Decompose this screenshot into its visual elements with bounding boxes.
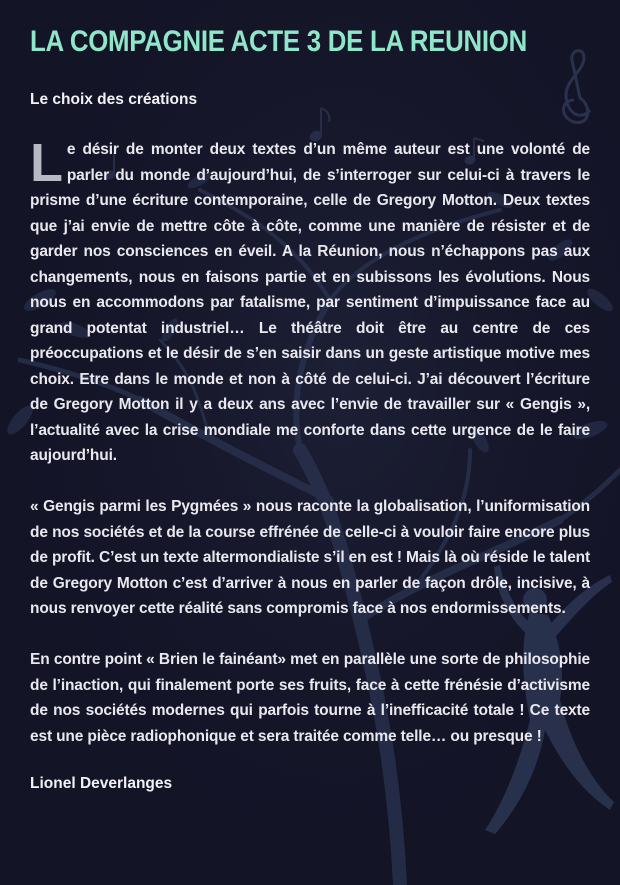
paragraph-1-text: e désir de monter deux textes d’un même auteur est une volonté de parler du monde d’aujourd’hui, de s’interroger sur celui-ci à travers le prisme d’une écriture contemporaine, celle de Gregory Motton. Deux textes que j’ai envie de mettre côte à côte, comme une manière de résister et de garder nos consciences en éveil. A la Réunion, nous n’échappons pas aux changements, nous en faisons partie et en subissons les évolutions. Nous nous en accommodons par fatalisme, par sentiment d’impuissance face au grand potentat industriel… Le théâtre doit être au centre de ces préoccupations et le désir de s’en saisir dans un geste artistique motive mes choix. Etre dans le monde et non à côté de celui-ci. J’ai découvert l’écriture de Gregory Motton il y a deux ans avec l’envie de travailler sur « Gengis », l’actualité avec la crise mondiale me conforte dans cette urgence de le faire aujourd’hui. <box>30 141 590 464</box>
author-signature: Lionel Deverlanges <box>30 775 173 792</box>
article-body <box>30 133 590 749</box>
section-subtitle: Le choix des créations <box>30 91 198 108</box>
paragraph-2: « Gengis parmi les Pygmées » nous raconte la globalisation, l’uniformisation de nos sociétés et de la course effrénée de celle-ci à vouloir faire encore plus de profit. C’est un texte altermondialiste s’il en est ! Mais là où réside le talent de Gregory Motton c’est d’arriver à nous en parler de façon drôle, incisive, à nous renvoyer cette réalité sans compromis face à nos endormissements. <box>30 498 590 617</box>
drop-cap: L <box>30 133 63 193</box>
page-content <box>30 22 590 794</box>
page-title: LA COMPAGNIE ACTE 3 DE LA REUNION <box>30 25 527 58</box>
paragraph-3: En contre point « Brien le fainéant» met en parallèle une sorte de philosophie de l’inaction, qui finalement porte ses fruits, face à cette frénésie d’activisme de nos sociétés modernes qui parfois tourne à l’inefficacité totale ! Ce texte est une pièce radiophonique et sera traitée comme telle… ou presque ! <box>30 651 590 745</box>
paragraph-1 <box>30 133 590 469</box>
